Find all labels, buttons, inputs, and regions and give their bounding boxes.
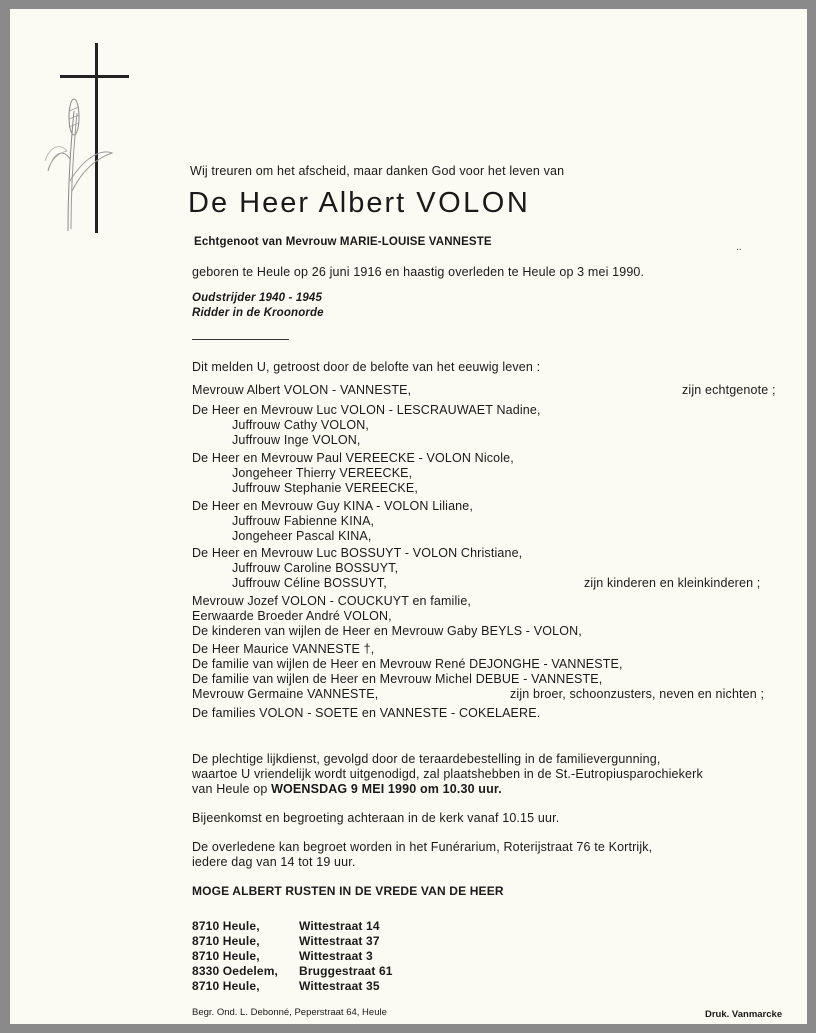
address-street: Wittestraat 35 [299, 979, 380, 993]
relation-label: zijn kinderen en kleinkinderen ; [584, 576, 761, 590]
name-surname: VOLON [416, 187, 531, 219]
family-line: Jongeheer Pascal KINA, [232, 529, 372, 543]
honor-knight: Ridder in de Kroonorde [192, 307, 324, 319]
family-line: Mevrouw Germaine VANNESTE, [192, 687, 379, 701]
family-line: Juffrouw Stephanie VEREECKE, [232, 481, 419, 495]
address-street: Wittestraat 37 [299, 934, 380, 948]
address-place: 8710 Heule, [192, 949, 260, 963]
address-place: 8710 Heule, [192, 934, 260, 948]
family-line: Juffrouw Inge VOLON, [232, 433, 361, 447]
family-line: Juffrouw Cathy VOLON, [232, 418, 369, 432]
family-line: De kinderen van wijlen de Heer en Mevrouw Gaby BEYLS - VOLON, [192, 624, 582, 638]
announce-text: Dit melden U, getroost door de belofte van het eeuwig leven : [192, 360, 541, 374]
funerarium-line: De overledene kan begroet worden in het Funérarium, Roterijstraat 76 te Kortrijk, [192, 840, 653, 854]
address-place: 8710 Heule, [192, 919, 260, 933]
spouse-line: Echtgenoot van Mevrouw MARIE-LOUISE VANNESTE [194, 236, 492, 248]
undertaker-credit: Begr. Ond. L. Debonné, Peperstraat 64, Heule [192, 1007, 387, 1018]
mourning-card [10, 9, 807, 1024]
deceased-name [188, 187, 530, 220]
printer-credit: Druk. Vanmarcke [705, 1009, 783, 1020]
family-line: Eerwaarde Broeder André VOLON, [192, 609, 392, 623]
relation-label: zijn echtgenote ; [682, 383, 776, 397]
address-street: Wittestraat 3 [299, 949, 373, 963]
family-line: Mevrouw Jozef VOLON - COUCKUYT en familie, [192, 594, 472, 608]
gathering-line: Bijeenkomst en begroeting achteraan in de kerk vanaf 10.15 uur. [192, 811, 560, 825]
family-line: De families VOLON - SOETE en VANNESTE - COKELAERE. [192, 706, 541, 720]
divider [192, 339, 289, 340]
service-place: van Heule op [192, 782, 268, 796]
name-prefix: De Heer Albert [188, 187, 407, 219]
intro-text: Wij treuren om het afscheid, maar danken God voor het leven van [190, 164, 565, 178]
family-line: Juffrouw Caroline BOSSUYT, [232, 561, 399, 575]
service-line [192, 782, 502, 796]
family-line: Juffrouw Céline BOSSUYT, [232, 576, 387, 590]
relation-label: zijn broer, schoonzusters, neven en nichten ; [510, 687, 765, 701]
family-line: De Heer en Mevrouw Guy KINA - VOLON Liliane, [192, 499, 474, 513]
service-date: WOENSDAG 9 MEI 1990 om 10.30 uur. [271, 782, 502, 796]
rest-in-peace: MOGE ALBERT RUSTEN IN DE VREDE VAN DE HEER [192, 884, 504, 898]
family-line: Jongeheer Thierry VEREECKE, [232, 466, 413, 480]
birth-death-line: geboren te Heule op 26 juni 1916 en haastig overleden te Heule op 3 mei 1990. [192, 265, 645, 279]
address-street: Bruggestraat 61 [299, 964, 393, 978]
family-line: De Heer en Mevrouw Luc BOSSUYT - VOLON Christiane, [192, 546, 523, 560]
address-place: 8330 Oedelem, [192, 964, 279, 978]
honor-veteran: Oudstrijder 1940 - 1945 [192, 292, 323, 304]
family-line: De familie van wijlen de Heer en Mevrouw René DEJONGHE - VANNESTE, [192, 657, 623, 671]
ink-speck: ∙∙ [736, 244, 742, 255]
family-line: De familie van wijlen de Heer en Mevrouw Michel DEBUE - VANNESTE, [192, 672, 603, 686]
cross-wheat-icon [40, 41, 140, 241]
family-line: Juffrouw Fabienne KINA, [232, 514, 375, 528]
family-line: De Heer en Mevrouw Paul VEREECKE - VOLON Nicole, [192, 451, 514, 465]
family-line: De Heer Maurice VANNESTE †, [192, 642, 375, 656]
address-place: 8710 Heule, [192, 979, 260, 993]
service-line: De plechtige lijkdienst, gevolgd door de teraardebestelling in de familievergunning, [192, 752, 661, 766]
funerarium-hours: iedere dag van 14 tot 19 uur. [192, 855, 356, 869]
family-line: Mevrouw Albert VOLON - VANNESTE, [192, 383, 412, 397]
address-street: Wittestraat 14 [299, 919, 380, 933]
family-line: De Heer en Mevrouw Luc VOLON - LESCRAUWAET Nadine, [192, 403, 541, 417]
service-line: waartoe U vriendelijk wordt uitgenodigd, zal plaatshebben in de St.-Eutropiusparochiekerk [192, 767, 703, 781]
